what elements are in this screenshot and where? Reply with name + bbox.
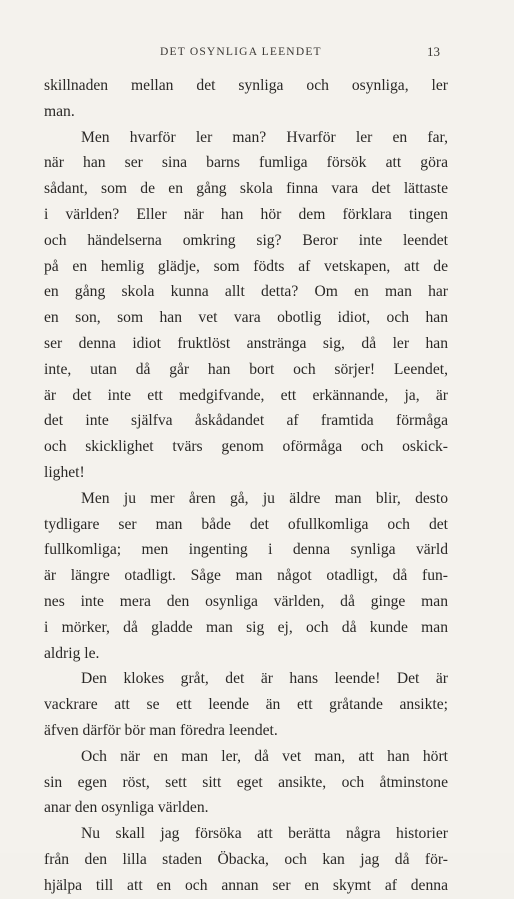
text-line: är längre otadligt. Såge man något otadligt, då fun- <box>44 567 448 585</box>
text-line: och händelserna omkring sig? Beror inte leendet <box>44 231 448 249</box>
text-line: lighet! <box>44 463 85 481</box>
text-line: när han ser sina barns fumliga försök att göra <box>44 154 448 172</box>
page-number: 13 <box>427 44 440 59</box>
text-line: är det inte ett medgifvande, ett erkännande, ja, är <box>44 386 448 404</box>
text-line: Men ju mer åren gå, ju äldre man blir, desto <box>81 489 448 507</box>
text-line: fullkomliga; men ingenting i denna synliga värld <box>44 541 448 559</box>
running-title: DET OSYNLIGA LEENDET <box>160 46 322 58</box>
text-line: anar den osynliga världen. <box>44 799 209 817</box>
text-line: i världen? Eller när han hör dem förklara tingen <box>44 205 448 223</box>
text-line: sin egen röst, sett sitt eget ansikte, och åtminstone <box>44 773 448 791</box>
text-line: Den klokes gråt, det är hans leende! Det är <box>81 670 448 688</box>
text-line: vackrare att se ett leende än ett gråtande ansikte; <box>44 696 448 714</box>
text-line: hjälpa till att en och annan ser en skymt af denna <box>44 876 448 894</box>
text-line: inte, utan då går han bort och sörjer! Leendet, <box>44 360 448 378</box>
text-line: skillnaden mellan det synliga och osynliga, ler <box>44 77 448 94</box>
text-line: i mörker, då gladde man sig ej, och då kunde man <box>44 618 448 636</box>
text-line: man. <box>44 102 75 120</box>
text-line: aldrig le. <box>44 644 100 662</box>
text-line: äfven därför bör man föredra leendet. <box>44 721 278 739</box>
text-line: det inte själfva åskådandet af framtida förmåga <box>44 412 448 430</box>
text-line: en gång skola kunna allt detta? Om en man har <box>44 283 448 301</box>
body-text <box>44 73 448 899</box>
text-line: ser denna idiot fruktlöst anstränga sig, då ler han <box>44 334 448 352</box>
text-line: tydligare ser man både det ofullkomliga och det <box>44 515 448 533</box>
text-line: Nu skall jag försöka att berätta några historier <box>81 825 448 843</box>
text-line: och skicklighet tvärs genom oförmåga och oskick- <box>44 438 448 456</box>
text-line: på en hemlig glädje, som födts af vetskapen, att de <box>44 257 448 275</box>
text-line: från den lilla staden Öbacka, och kan jag då för- <box>44 850 448 868</box>
text-line: Och när en man ler, då vet man, att han hört <box>81 747 448 765</box>
text-line: Men hvarför ler man? Hvarför ler en far, <box>81 128 448 146</box>
text-line: nes inte mera den osynliga världen, då ginge man <box>44 592 448 610</box>
text-line: sådant, som de en gång skola finna vara det lättaste <box>44 180 448 198</box>
text-line: en son, som han vet vara obotlig idiot, och han <box>44 309 448 327</box>
